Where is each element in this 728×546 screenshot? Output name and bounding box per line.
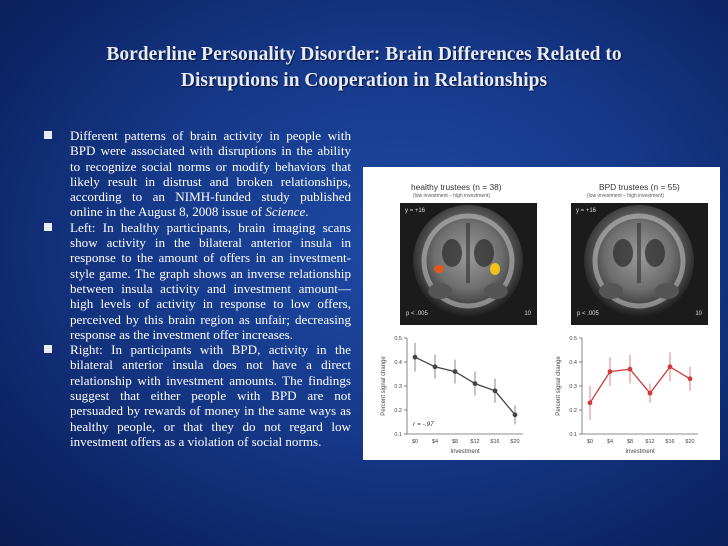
right-insula-activation (490, 263, 500, 275)
bullet-list (44, 128, 351, 449)
slide-title-line2: Disruptions in Cooperation in Relationships (180, 70, 548, 91)
bpd-series-line (590, 367, 690, 403)
left-panel-subtitle: (low investment – high investment) (413, 193, 490, 199)
healthy-data-point (493, 388, 498, 393)
healthy-x-tick-label: $8 (451, 439, 459, 445)
left-scale-label: 10 (524, 311, 531, 317)
healthy-data-point (413, 355, 418, 360)
healthy-correlation-label: r = -.97 (413, 421, 434, 428)
healthy-y-tick-label: 0.2 (394, 408, 402, 414)
bpd-x-tick-label: $12 (645, 439, 655, 445)
right-panel-title: BPD trustees (n = 55) (599, 182, 680, 192)
healthy-data-point (433, 364, 438, 369)
bpd-data-point (608, 369, 613, 374)
healthy-y-tick-label: 0.3 (394, 384, 402, 390)
bullet-item (44, 220, 351, 342)
right-brain-scan (571, 203, 708, 325)
healthy-data-point (473, 381, 478, 386)
bpd-x-tick-label: $4 (606, 439, 614, 445)
bpd-data-point (688, 376, 693, 381)
bpd-y-tick-label: 0.1 (569, 432, 577, 438)
slide-title (20, 42, 708, 94)
bpd-x-tick-label: $16 (665, 439, 675, 445)
healthy-x-tick-label: $16 (490, 439, 500, 445)
bpd-data-point (648, 391, 653, 396)
left-brain-scan (400, 203, 537, 325)
left-insula-activation (434, 265, 444, 273)
bpd-data-point (588, 400, 593, 405)
left-p-label: p < .005 (406, 311, 428, 317)
slide-title-line1: Borderline Personality Disorder: Brain Differences Related to (106, 44, 622, 65)
healthy-data-point (453, 369, 458, 374)
healthy-series-line (415, 357, 515, 415)
right-slice-label: y = +16 (576, 208, 597, 214)
bullet-item (44, 342, 351, 449)
bpd-x-tick-label: $20 (685, 439, 695, 445)
bullet-text: Left: In healthy participants, brain imaging scans show activity in the bilateral anterior insula in response to the amount of offers in an investment-style game. The graph shows an inverse relationship between insula activity and investment amount—high levels of activity in response to low offers, perceived by this brain region as unfair; decreasing response as the investment offer increases. (70, 219, 351, 342)
right-panel-subtitle: (low investment – high investment) (587, 193, 664, 199)
left-panel-title: healthy trustees (n = 38) (411, 182, 502, 192)
bpd-y-tick-label: 0.5 (569, 336, 577, 342)
bpd-y-tick-label: 0.2 (569, 408, 577, 414)
bpd-y-axis-title: Percent signal change (556, 356, 562, 416)
bpd-y-tick-label: 0.3 (569, 384, 577, 390)
bpd-x-tick-label: $8 (626, 439, 634, 445)
healthy-y-axis-title: Percent signal change (381, 356, 387, 416)
bullet-text: Different patterns of brain activity in people with BPD were associated with disruptions in the ability to recognize social norms or modify behaviors that likely result in distrust and broken relationships, according to an NIMH-funded study published online in the August 8, 2008 issue of Science. (70, 128, 351, 220)
healthy-x-tick-label: $0 (411, 439, 419, 445)
square-bullet-icon (44, 223, 52, 231)
healthy-y-tick-label: 0.1 (394, 432, 402, 438)
left-slice-label: y = +16 (405, 208, 426, 214)
healthy-x-tick-label: $20 (510, 439, 520, 445)
bpd-y-tick-label: 0.4 (569, 360, 577, 366)
bpd-x-axis-title: Investment (625, 449, 655, 455)
bpd-x-tick-label: $0 (586, 439, 594, 445)
healthy-x-tick-label: $4 (431, 439, 439, 445)
study-figure (363, 167, 720, 460)
square-bullet-icon (44, 131, 52, 139)
square-bullet-icon (44, 345, 52, 353)
healthy-data-point (513, 412, 518, 417)
bpd-data-point (668, 364, 673, 369)
healthy-x-axis-title: Investment (450, 449, 480, 455)
bpd-data-point (628, 367, 633, 372)
bpd-line-chart (548, 330, 713, 458)
bullet-item (44, 128, 351, 220)
healthy-y-tick-label: 0.4 (394, 360, 402, 366)
right-scale-label: 10 (695, 311, 702, 317)
right-p-label: p < .005 (577, 311, 599, 317)
healthy-line-chart (373, 330, 538, 458)
left-brain-image (400, 203, 537, 325)
right-brain-image (571, 203, 708, 325)
healthy-x-tick-label: $12 (470, 439, 480, 445)
healthy-y-tick-label: 0.5 (394, 336, 402, 342)
bullet-text: Right: In participants with BPD, activity in the bilateral anterior insula does not have a direct relationship with investment amounts. The findings suggest that either people with BPD are not persuaded by rewards of money in the same ways as healthy people, or that they do not regard low investment offers as a violation of social norms. (70, 342, 351, 449)
